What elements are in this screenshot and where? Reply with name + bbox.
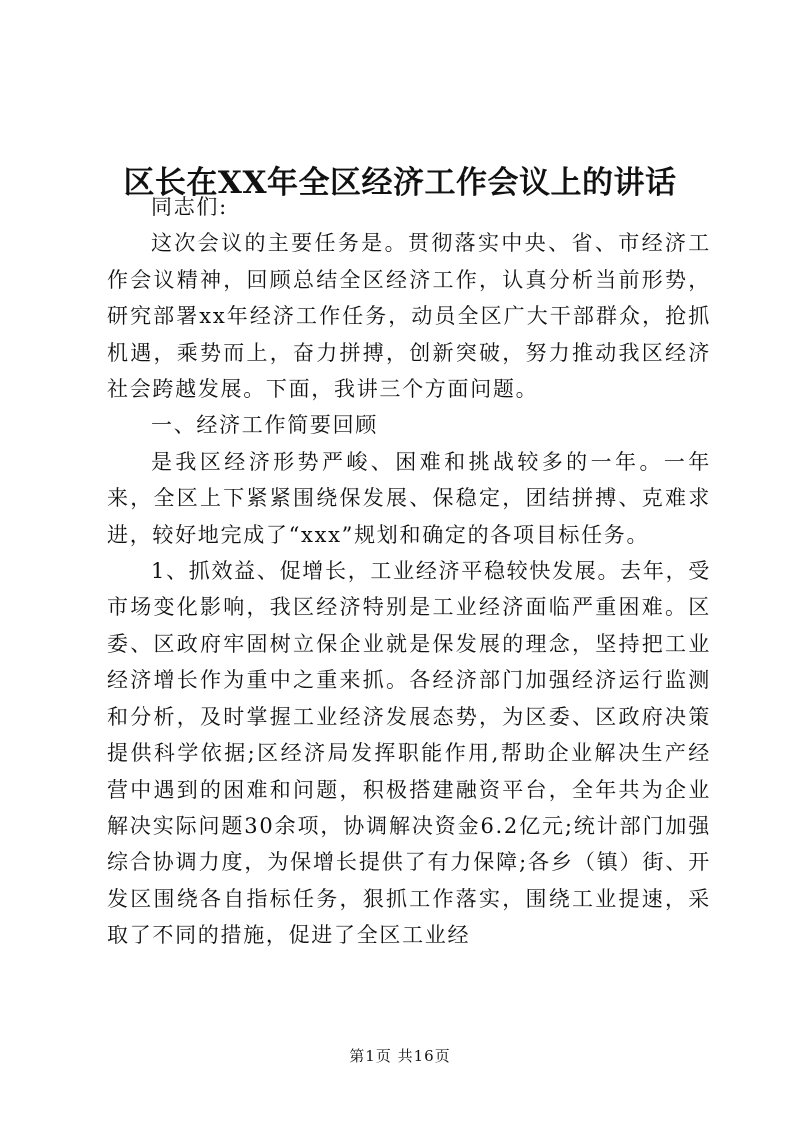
section-heading: 一、经济工作简要回顾 [151, 413, 378, 438]
industry-paragraph: 1、抓效益、促增长，工业经济平稳较快发展。去年，受市场变化影响，我区经济特别是工业经济面临严重困难。区委、区政府牢固树立保企业就是保发展的理念，坚持把工业经济增长作为重中之重来抓。各经济部门加强经济运行监测和分析，及时掌握工业经济发展态势，为区委、区政府决策提供科学依据;区经济局发挥职能作用,帮助企业解决生产经营中遇到的困难和问题，积极搭建融资平台，全年共为企业解决实际问题30余项，协调解决资金6.2亿元;统计部门加强综合协调力度，为保增长提供了有力保障;各乡（镇）街、开发区围绕各自指标任务，狠抓工作落实，围绕工业提速，采取了不同的措施，促进了全区工业经 [107, 559, 711, 948]
document-title: 区长在XX年全区经济工作会议上的讲话 [123, 164, 677, 201]
document-body [107, 189, 711, 954]
review-paragraph: 是我区经济形势严峻、困难和挑战较多的一年。一年来，全区上下紧紧围绕保发展、保稳定，团结拼搏、克难求进，较好地完成了“xxx”规划和确定的各项目标任务。 [107, 449, 711, 547]
page-footer: 第1页 共16页 [349, 1047, 451, 1065]
intro-paragraph: 这次会议的主要任务是。贯彻落实中央、省、市经济工作会议精神，回顾总结全区经济工作，认真分析当前形势，研究部署xx年经济工作任务，动员全区广大干部群众，抢抓机遇，乘势而上，奋力拼搏，创新突破，努力推动我区经济社会跨越发展。下面，我讲三个方面问题。 [107, 231, 711, 402]
salutation-paragraph: 同志们: [151, 195, 228, 219]
